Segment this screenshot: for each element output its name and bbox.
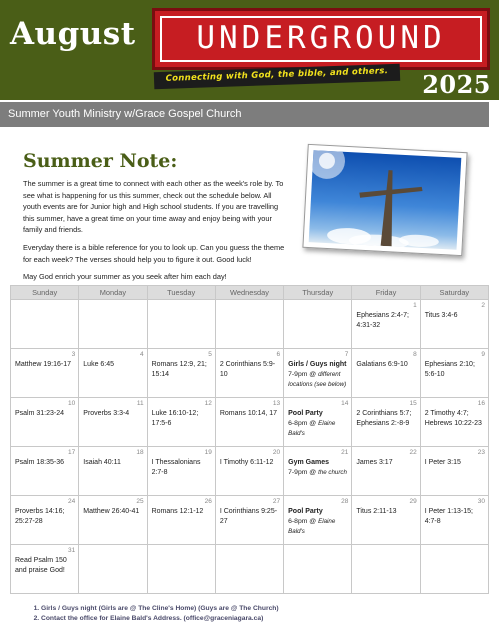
bible-reference: Ephesians 2:10; 5:6-10 bbox=[424, 361, 475, 378]
weekday-header: Monday bbox=[79, 286, 147, 300]
bible-reference: Proverbs 14:16; 25:27-28 bbox=[15, 508, 65, 525]
calendar-day-cell bbox=[215, 300, 283, 349]
calendar-day-cell bbox=[11, 300, 79, 349]
day-number: 30 bbox=[477, 498, 485, 505]
cross-photo bbox=[309, 150, 462, 250]
bible-reference: James 3:17 bbox=[356, 459, 393, 466]
bible-reference: Titus 3:4-6 bbox=[424, 312, 458, 319]
calendar-week-row bbox=[11, 496, 489, 545]
cross-photo-frame bbox=[302, 144, 467, 256]
day-number: 19 bbox=[204, 449, 212, 456]
bible-reference: I Corinthians 9:25-27 bbox=[219, 508, 278, 525]
event-time: 7-9pm @ bbox=[288, 371, 317, 378]
calendar-day-cell bbox=[79, 496, 147, 545]
calendar-day-cell bbox=[352, 349, 420, 398]
weekday-header: Saturday bbox=[420, 286, 488, 300]
day-number: 3 bbox=[71, 351, 76, 358]
calendar-day-cell bbox=[215, 398, 283, 447]
calendar-day-cell bbox=[79, 398, 147, 447]
footnotes-list bbox=[31, 604, 279, 623]
day-number: 11 bbox=[136, 400, 144, 407]
day-number: 24 bbox=[68, 498, 76, 505]
calendar-day-cell bbox=[352, 398, 420, 447]
event-detail bbox=[288, 370, 348, 390]
calendar-day-cell bbox=[79, 349, 147, 398]
calendar-event bbox=[288, 360, 348, 390]
day-number: 21 bbox=[341, 449, 349, 456]
note-heading: Summer Note: bbox=[23, 150, 178, 172]
event-time: 6-8pm @ bbox=[288, 420, 317, 427]
bible-reference: Titus 2:11-13 bbox=[356, 508, 397, 515]
day-number: 4 bbox=[139, 351, 144, 358]
calendar-day-cell bbox=[11, 545, 79, 594]
calendar-day-cell bbox=[284, 398, 352, 447]
calendar-week-row bbox=[11, 300, 489, 349]
bible-reference: Psalm 31:23-24 bbox=[15, 410, 65, 417]
bible-reference: 2 Corinthians 5:9-10 bbox=[219, 361, 276, 378]
bible-reference: Romans 10:14, 17 bbox=[219, 410, 278, 417]
calendar-day-cell bbox=[147, 349, 215, 398]
calendar-day-cell bbox=[352, 300, 420, 349]
calendar-day-cell bbox=[420, 545, 488, 594]
day-number: 22 bbox=[409, 449, 417, 456]
calendar-day-cell bbox=[420, 398, 488, 447]
calendar-day-cell bbox=[284, 300, 352, 349]
footnote-item: 1. Girls / Guys night (Girls are @ The Cline's Home) (Guys are @ The Church) bbox=[41, 604, 279, 614]
bible-reference: Proverbs 3:3-4 bbox=[83, 410, 130, 417]
day-number: 1 bbox=[413, 302, 417, 309]
calendar-day-cell bbox=[79, 300, 147, 349]
footnote-item: 2. Contact the office for Elaine Bald's Address. (office@graceniagara.ca) bbox=[41, 614, 279, 624]
subtitle-bar bbox=[0, 102, 489, 127]
bible-reference: I Peter 1:13-15; 4:7-8 bbox=[424, 508, 473, 525]
event-location: different locations (see below) bbox=[288, 371, 347, 388]
calendar-day-cell bbox=[11, 447, 79, 496]
day-number: 7 bbox=[344, 351, 349, 358]
event-time: 7-9pm @ bbox=[288, 469, 317, 476]
event-location: the church bbox=[318, 469, 347, 476]
event-title: Pool Party bbox=[288, 508, 323, 515]
event-title: Gym Games bbox=[288, 459, 329, 466]
weekday-header: Thursday bbox=[284, 286, 352, 300]
calendar-day-cell bbox=[284, 496, 352, 545]
weekday-header: Tuesday bbox=[147, 286, 215, 300]
bible-reference: Isaiah 40:11 bbox=[83, 459, 121, 466]
calendar-day-cell bbox=[420, 447, 488, 496]
bible-reference: Luke 16:10-12; 17:5-6 bbox=[151, 410, 199, 427]
calendar-day-cell bbox=[11, 349, 79, 398]
weekday-header: Wednesday bbox=[215, 286, 283, 300]
day-number: 27 bbox=[272, 498, 281, 505]
month-title: August bbox=[10, 16, 136, 52]
calendar-day-cell bbox=[284, 349, 352, 398]
bible-reference: I Timothy 6:11-12 bbox=[219, 459, 274, 466]
calendar-event bbox=[288, 507, 348, 537]
bible-reference: Galatians 6:9-10 bbox=[356, 361, 408, 368]
calendar-day-cell bbox=[215, 496, 283, 545]
note-body bbox=[23, 178, 288, 289]
day-number: 6 bbox=[276, 351, 281, 358]
day-number: 26 bbox=[204, 498, 212, 505]
calendar-day-cell bbox=[79, 447, 147, 496]
calendar-day-cell bbox=[147, 300, 215, 349]
weekday-header: Sunday bbox=[11, 286, 79, 300]
year-title: 2025 bbox=[422, 70, 491, 99]
calendar-day-cell bbox=[352, 447, 420, 496]
calendar-day-cell bbox=[147, 545, 215, 594]
day-number: 10 bbox=[68, 400, 76, 407]
bible-reference: Ephesians 2:4-7; 4:31-32 bbox=[356, 312, 409, 329]
calendar-day-cell bbox=[79, 545, 147, 594]
note-paragraph: May God enrich your summer as you seek after him each day! bbox=[23, 272, 227, 282]
bible-reference: Luke 6:45 bbox=[83, 361, 115, 368]
calendar-day-cell bbox=[420, 496, 488, 545]
calendar-day-cell bbox=[11, 398, 79, 447]
day-number: 9 bbox=[481, 351, 485, 358]
calendar-day-cell bbox=[147, 398, 215, 447]
calendar-week-row bbox=[11, 447, 489, 496]
day-number: 14 bbox=[341, 400, 349, 407]
calendar-day-cell bbox=[215, 349, 283, 398]
note-paragraph: Everyday there is a bible reference for you to look up. Can you guess the theme for each week? The verses should help you to figure it out. Good luck! bbox=[23, 242, 285, 264]
bible-reference: Matthew 26:40-41 bbox=[83, 508, 140, 515]
header-banner bbox=[0, 0, 499, 100]
weekday-header: Friday bbox=[352, 286, 420, 300]
day-number: 5 bbox=[208, 351, 212, 358]
tagline-text: Connecting with God, the bible, and others. bbox=[165, 66, 389, 84]
calendar-day-cell bbox=[352, 496, 420, 545]
calendar-day-cell bbox=[215, 545, 283, 594]
event-title: Girls / Guys night bbox=[288, 361, 347, 368]
weekday-header-row bbox=[11, 286, 489, 300]
bible-reference: I Peter 3:15 bbox=[424, 459, 461, 466]
bible-reference: Read Psalm 150 and praise God! bbox=[15, 557, 67, 574]
bible-reference: Romans 12:1-12 bbox=[151, 508, 204, 515]
event-detail bbox=[288, 468, 348, 478]
day-number: 17 bbox=[68, 449, 76, 456]
day-number: 15 bbox=[409, 400, 417, 407]
bible-reference: I Thessalonians 2:7-8 bbox=[151, 459, 201, 476]
calendar-day-cell bbox=[352, 545, 420, 594]
bible-reference: Matthew 19:16-17 bbox=[15, 361, 72, 368]
day-number: 25 bbox=[136, 498, 144, 505]
calendar-day-cell bbox=[420, 349, 488, 398]
calendar-week-row bbox=[11, 398, 489, 447]
day-number: 20 bbox=[272, 449, 281, 456]
event-detail bbox=[288, 517, 348, 537]
calendar-event bbox=[288, 409, 348, 439]
note-paragraph: The summer is a great time to connect with each other as the week's role by. To see what is happening for us this summer, check out the schedule below. All youth events are for Junior high and High school students. If you are travelling this summer, have a great time on your time away and enjoy being with your family and friends. bbox=[23, 179, 284, 235]
day-number: 29 bbox=[409, 498, 417, 505]
bible-reference: Romans 12:9, 21; 15:14 bbox=[151, 361, 207, 378]
calendar-day-cell bbox=[284, 545, 352, 594]
day-number: 2 bbox=[481, 302, 485, 309]
calendar-day-cell bbox=[215, 447, 283, 496]
day-number: 23 bbox=[477, 449, 485, 456]
event-location: Elaine Bald's bbox=[288, 420, 336, 437]
bible-reference: 2 Timothy 4:7; Hebrews 10:22-23 bbox=[424, 410, 482, 427]
day-number: 8 bbox=[413, 351, 417, 358]
logo-title: UNDERGROUND bbox=[196, 20, 446, 56]
day-number: 28 bbox=[341, 498, 349, 505]
day-number: 13 bbox=[272, 400, 281, 407]
calendar-event bbox=[288, 458, 348, 478]
cross-image bbox=[309, 150, 462, 250]
bible-reference: Psalm 18:35-36 bbox=[15, 459, 65, 466]
event-detail bbox=[288, 419, 348, 439]
calendar-week-row bbox=[11, 349, 489, 398]
calendar-day-cell bbox=[284, 447, 352, 496]
calendar-day-cell bbox=[147, 447, 215, 496]
day-number: 16 bbox=[477, 400, 485, 407]
underground-logo bbox=[152, 8, 490, 70]
calendar-week-row bbox=[11, 545, 489, 594]
subtitle-text: Summer Youth Ministry w/Grace Gospel Church bbox=[8, 108, 242, 120]
day-number: 12 bbox=[204, 400, 212, 407]
calendar-day-cell bbox=[11, 496, 79, 545]
calendar-day-cell bbox=[420, 300, 488, 349]
day-number: 18 bbox=[136, 449, 144, 456]
event-title: Pool Party bbox=[288, 410, 323, 417]
event-location: Elaine Bald's bbox=[288, 518, 336, 535]
calendar-day-cell bbox=[147, 496, 215, 545]
bible-reference: 2 Corinthians 5:7; Ephesians 2:-8-9 bbox=[356, 410, 412, 427]
day-number: 31 bbox=[68, 547, 76, 554]
august-calendar bbox=[10, 285, 489, 594]
event-time: 6-8pm @ bbox=[288, 518, 317, 525]
